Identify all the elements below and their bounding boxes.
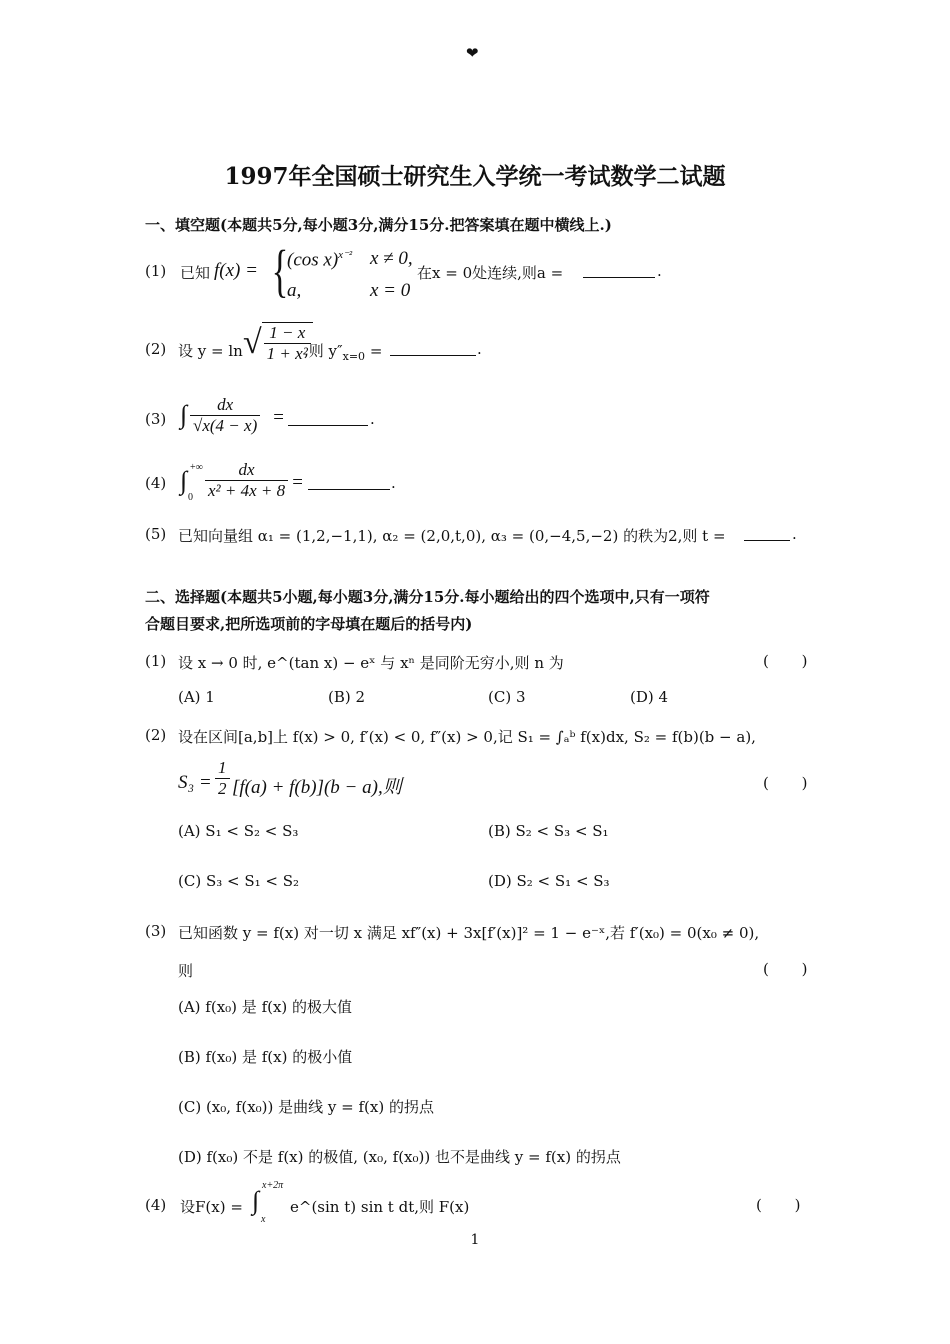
s1-q4-frac: $\frac{dx}{\text{x² + 4x + 8}}$ <box>205 460 288 501</box>
s1-q5-label: (5) <box>145 525 167 543</box>
s2-q1-text: 设 x → 0 时, e^(tan x) − eˣ 与 xⁿ 是同阶无穷小,则 n 为 <box>178 654 564 672</box>
s2-q4-lower: x <box>261 1214 266 1225</box>
s2-q3-option-b: (B) f(x₀) 是 f(x) 的极小值 <box>178 1048 353 1066</box>
s1-q3-frac: $\frac{dx}{√x(4 - x)}$ <box>190 395 260 436</box>
s1-q1-period: . <box>657 262 662 280</box>
s1-q1-cond2: x = 0 <box>370 280 411 301</box>
s2-q1-option-d: (D) 4 <box>630 688 669 706</box>
s2-q4-pre: 设F(x) = <box>180 1198 243 1216</box>
s2-q1-option-b: (B) 2 <box>328 688 366 706</box>
s2-q4-body: e^(sin t) sin t dt,则 F(x) <box>290 1198 470 1216</box>
s2-q3-line1: 已知函数 y = f(x) 对一切 x 满足 xf″(x) + 3x[f′(x)]² = 1 − e⁻ˣ,若 f′(x₀) = 0(x₀ ≠ 0), <box>178 924 760 942</box>
section1-heading: 一、填空题(本题共5分,每小题3分,满分15分.把答案填在题中横线上.) <box>145 216 612 234</box>
s1-q2-post: ,则 $y''_{x=0}$ = <box>304 342 383 363</box>
section2-heading: 二、选择题(本题共5小题,每小题3分,满分15分.每小题给出的四个选项中,只有一项符 <box>145 588 710 606</box>
s1-q4-period: . <box>391 474 396 492</box>
s1-q1-f: f(x) = <box>214 260 258 281</box>
answer-paren: ( ) <box>756 1196 815 1214</box>
answer-paren: ( ) <box>763 652 822 670</box>
s1-q2-label: (2) <box>145 340 167 358</box>
s1-q2-pre: 设 y = ln <box>178 342 243 360</box>
integral-icon: ∫ <box>252 1186 260 1215</box>
integral-icon: ∫ <box>180 400 188 429</box>
heart-icon: ❤ <box>466 44 479 62</box>
s1-q3-label: (3) <box>145 410 167 428</box>
half-fraction: $\frac{1}{2}$ <box>215 758 230 799</box>
s1-q1-cond1: x ≠ 0, <box>370 248 413 269</box>
s1-q1-blank <box>583 263 655 278</box>
s1-q4-label: (4) <box>145 474 167 492</box>
s2-q3-option-c: (C) (x₀, f(x₀)) 是曲线 y = f(x) 的拐点 <box>178 1098 434 1116</box>
s2-q2-line2-pre: S₃ = <box>178 772 212 793</box>
page-number: 1 <box>470 1232 480 1248</box>
s2-q2-option-d: (D) S₂ < S₁ < S₃ <box>488 872 610 890</box>
s2-q3-label: (3) <box>145 922 167 940</box>
s2-q2-line2-post: [f(a) + f(b)](b − a),则 <box>232 777 402 798</box>
s2-q1-option-a: (A) 1 <box>178 688 215 706</box>
s1-q4-eq: = <box>291 472 304 493</box>
s1-q5-text: 已知向量组 α₁ = (1,2,−1,1), α₂ = (2,0,t,0), α₃ = (0,−4,5,−2) 的秩为2,则 t = <box>178 527 726 545</box>
section2-heading-cont: 合题目要求,把所选项前的字母填在题后的括号内) <box>145 615 473 633</box>
s1-q1-case1: (cos x)$^{x^{-2}}$ <box>287 249 353 271</box>
s2-q2-option-c: (C) S₃ < S₁ < S₂ <box>178 872 300 890</box>
left-brace-icon: { <box>271 238 289 303</box>
s2-q3-line2: 则 <box>178 962 194 980</box>
s2-q1-option-c: (C) 3 <box>488 688 526 706</box>
s2-q3-option-a: (A) f(x₀) 是 f(x) 的极大值 <box>178 998 353 1016</box>
s1-q1-label: (1) <box>145 262 167 280</box>
s1-q2-sqrt: √ $\frac{1 - x}{\text{1 + x²}}$ <box>243 322 313 364</box>
s1-q1-pre: 已知 <box>180 264 211 282</box>
page-title: 1997年全国硕士研究生入学统一考试数学二试题 <box>224 163 726 190</box>
s1-q2-blank <box>390 341 476 356</box>
s1-q4-upper: +∞ <box>190 462 203 473</box>
s1-q3-period: . <box>370 410 375 428</box>
s2-q4-label: (4) <box>145 1196 167 1214</box>
s1-q4-lower: 0 <box>188 492 193 503</box>
answer-paren: ( ) <box>763 774 822 792</box>
integral-icon: ∫ <box>180 466 188 495</box>
s2-q2-label: (2) <box>145 726 167 744</box>
s2-q2-option-b: (B) S₂ < S₃ < S₁ <box>488 822 609 840</box>
s1-q2-period: . <box>477 340 482 358</box>
s1-q5-blank <box>744 526 790 541</box>
s2-q4-upper: x+2π <box>262 1180 284 1191</box>
s2-q2-option-a: (A) S₁ < S₂ < S₃ <box>178 822 299 840</box>
answer-paren: ( ) <box>763 960 822 978</box>
s1-q1-post: 在x = 0处连续,则a = <box>417 264 564 282</box>
s1-q4-blank <box>308 475 390 490</box>
s1-q3-eq: = <box>272 407 285 428</box>
s1-q5-period: . <box>792 525 797 543</box>
s2-q2-line1: 设在区间[a,b]上 f(x) > 0, f′(x) < 0, f″(x) > 0,记 S₁ = ∫ₐᵇ f(x)dx, S₂ = f(b)(b − a), <box>178 728 756 746</box>
s2-q3-option-d: (D) f(x₀) 不是 f(x) 的极值, (x₀, f(x₀)) 也不是曲线 y = f(x) 的拐点 <box>178 1148 621 1166</box>
s1-q3-blank <box>288 411 368 426</box>
s1-q1-case2: a, <box>287 280 302 301</box>
s2-q1-label: (1) <box>145 652 167 670</box>
